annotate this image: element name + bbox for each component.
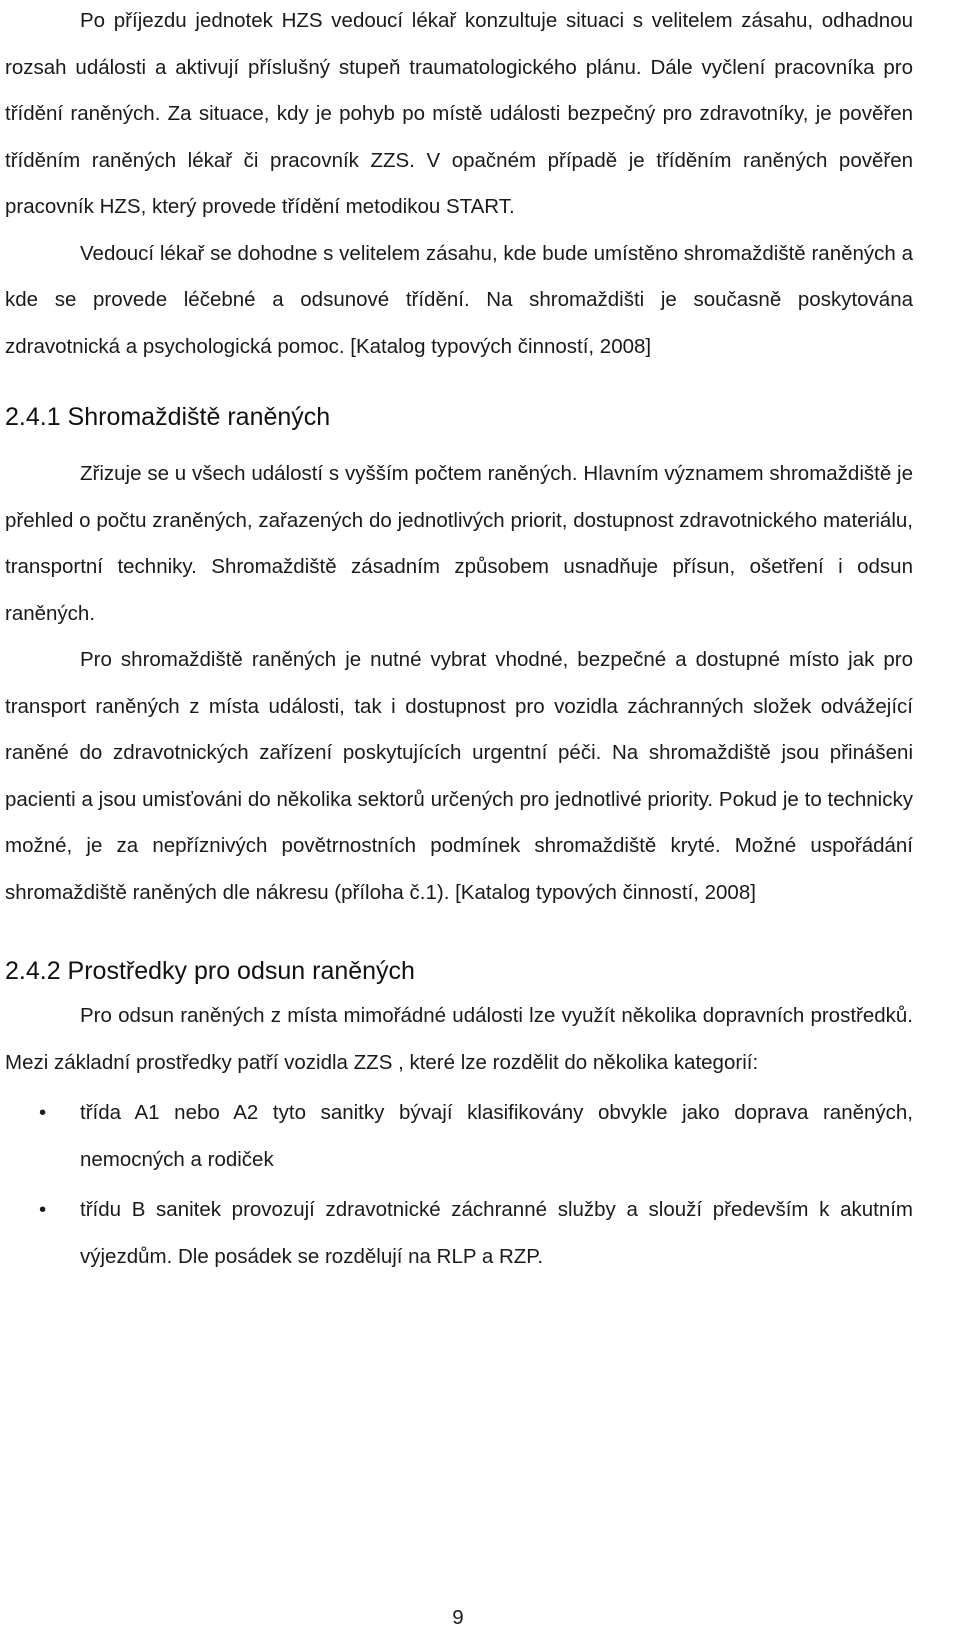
section-2-4-1-paragraph-1: Zřizuje se u všech událostí s vyšším počtem raněných. Hlavním významem shromaždiště je přehled o počtu zraněných, zařazených do jednotlivých priorit, dostupnost zdravotnického materiálu, transportní techniky. Shromaždiště zásadním způsobem usnadňuje přísun, ošetření i odsun raněných.: [5, 462, 913, 625]
intro-paragraph-1: Po příjezdu jednotek HZS vedoucí lékař konzultuje situaci s velitelem zásahu, odhadnou rozsah události a aktivují příslušný stupeň traumatologického plánu. Dále vyčlení pracovníka pro třídění raněných. Za situace, kdy je pohyb po místě události bezpečný pro zdravotníky, je pověřen tříděním raněných lékař či pracovník ZZS. V opačném případě je tříděním raněných pověřen pracovník HZS, který provede třídění metodikou START.: [5, 9, 913, 218]
list-item-text: třídu B sanitek provozují zdravotnické záchranné služby a slouží především k akutním výjezdům. Dle posádek se rozdělují na RLP a RZP.: [80, 1198, 913, 1268]
page-number: 9: [452, 1606, 464, 1629]
section-2-4-1-paragraph-2: Pro shromaždiště raněných je nutné vybrat vhodné, bezpečné a dostupné místo jak pro transport raněných z místa události, tak i dostupnost pro vozidla záchranných složek odvážející raněné do zdravotnických zařízení poskytujících urgentní péči. Na shromaždiště jsou přinášeni pacienti a jsou umisťováni do několika sektorů určených pro jednotlivé priority. Pokud je to technicky možné, je za nepříznivých povětrnostních podmínek shromaždiště kryté. Možné uspořádání shromaždiště raněných dle nákresu (příloha č.1). [Katalog typových činností, 2008]: [5, 648, 913, 904]
section-2-4-2-paragraph: Pro odsun raněných z místa mimořádné události lze využít několika dopravních prostředků. Mezi základní prostředky patří vozidla ZZS , které lze rozdělit do několika kategorií:: [5, 1004, 913, 1074]
list-item-text: třída A1 nebo A2 tyto sanitky bývají klasifikovány obvykle jako doprava raněných, nemocných a rodiček: [80, 1101, 913, 1171]
vehicle-class-list: [5, 1090, 913, 1280]
document-page: [5, 0, 913, 1280]
list-item: [5, 1187, 913, 1280]
bullet-icon: •: [39, 1198, 47, 1221]
bullet-icon: •: [39, 1101, 47, 1124]
intro-paragraph-2: Vedoucí lékař se dohodne s velitelem zásahu, kde bude umístěno shromaždiště raněných a kde se provede léčebné a odsunové třídění. Na shromaždišti je současně poskytována zdravotnická a psychologická pomoc. [Katalog typových činností, 2008]: [5, 241, 913, 358]
section-heading-2-4-1: 2.4.1 Shromaždiště raněných: [5, 403, 331, 431]
section-heading-2-4-2: 2.4.2 Prostředky pro odsun raněných: [5, 957, 415, 985]
list-item: [5, 1090, 913, 1183]
